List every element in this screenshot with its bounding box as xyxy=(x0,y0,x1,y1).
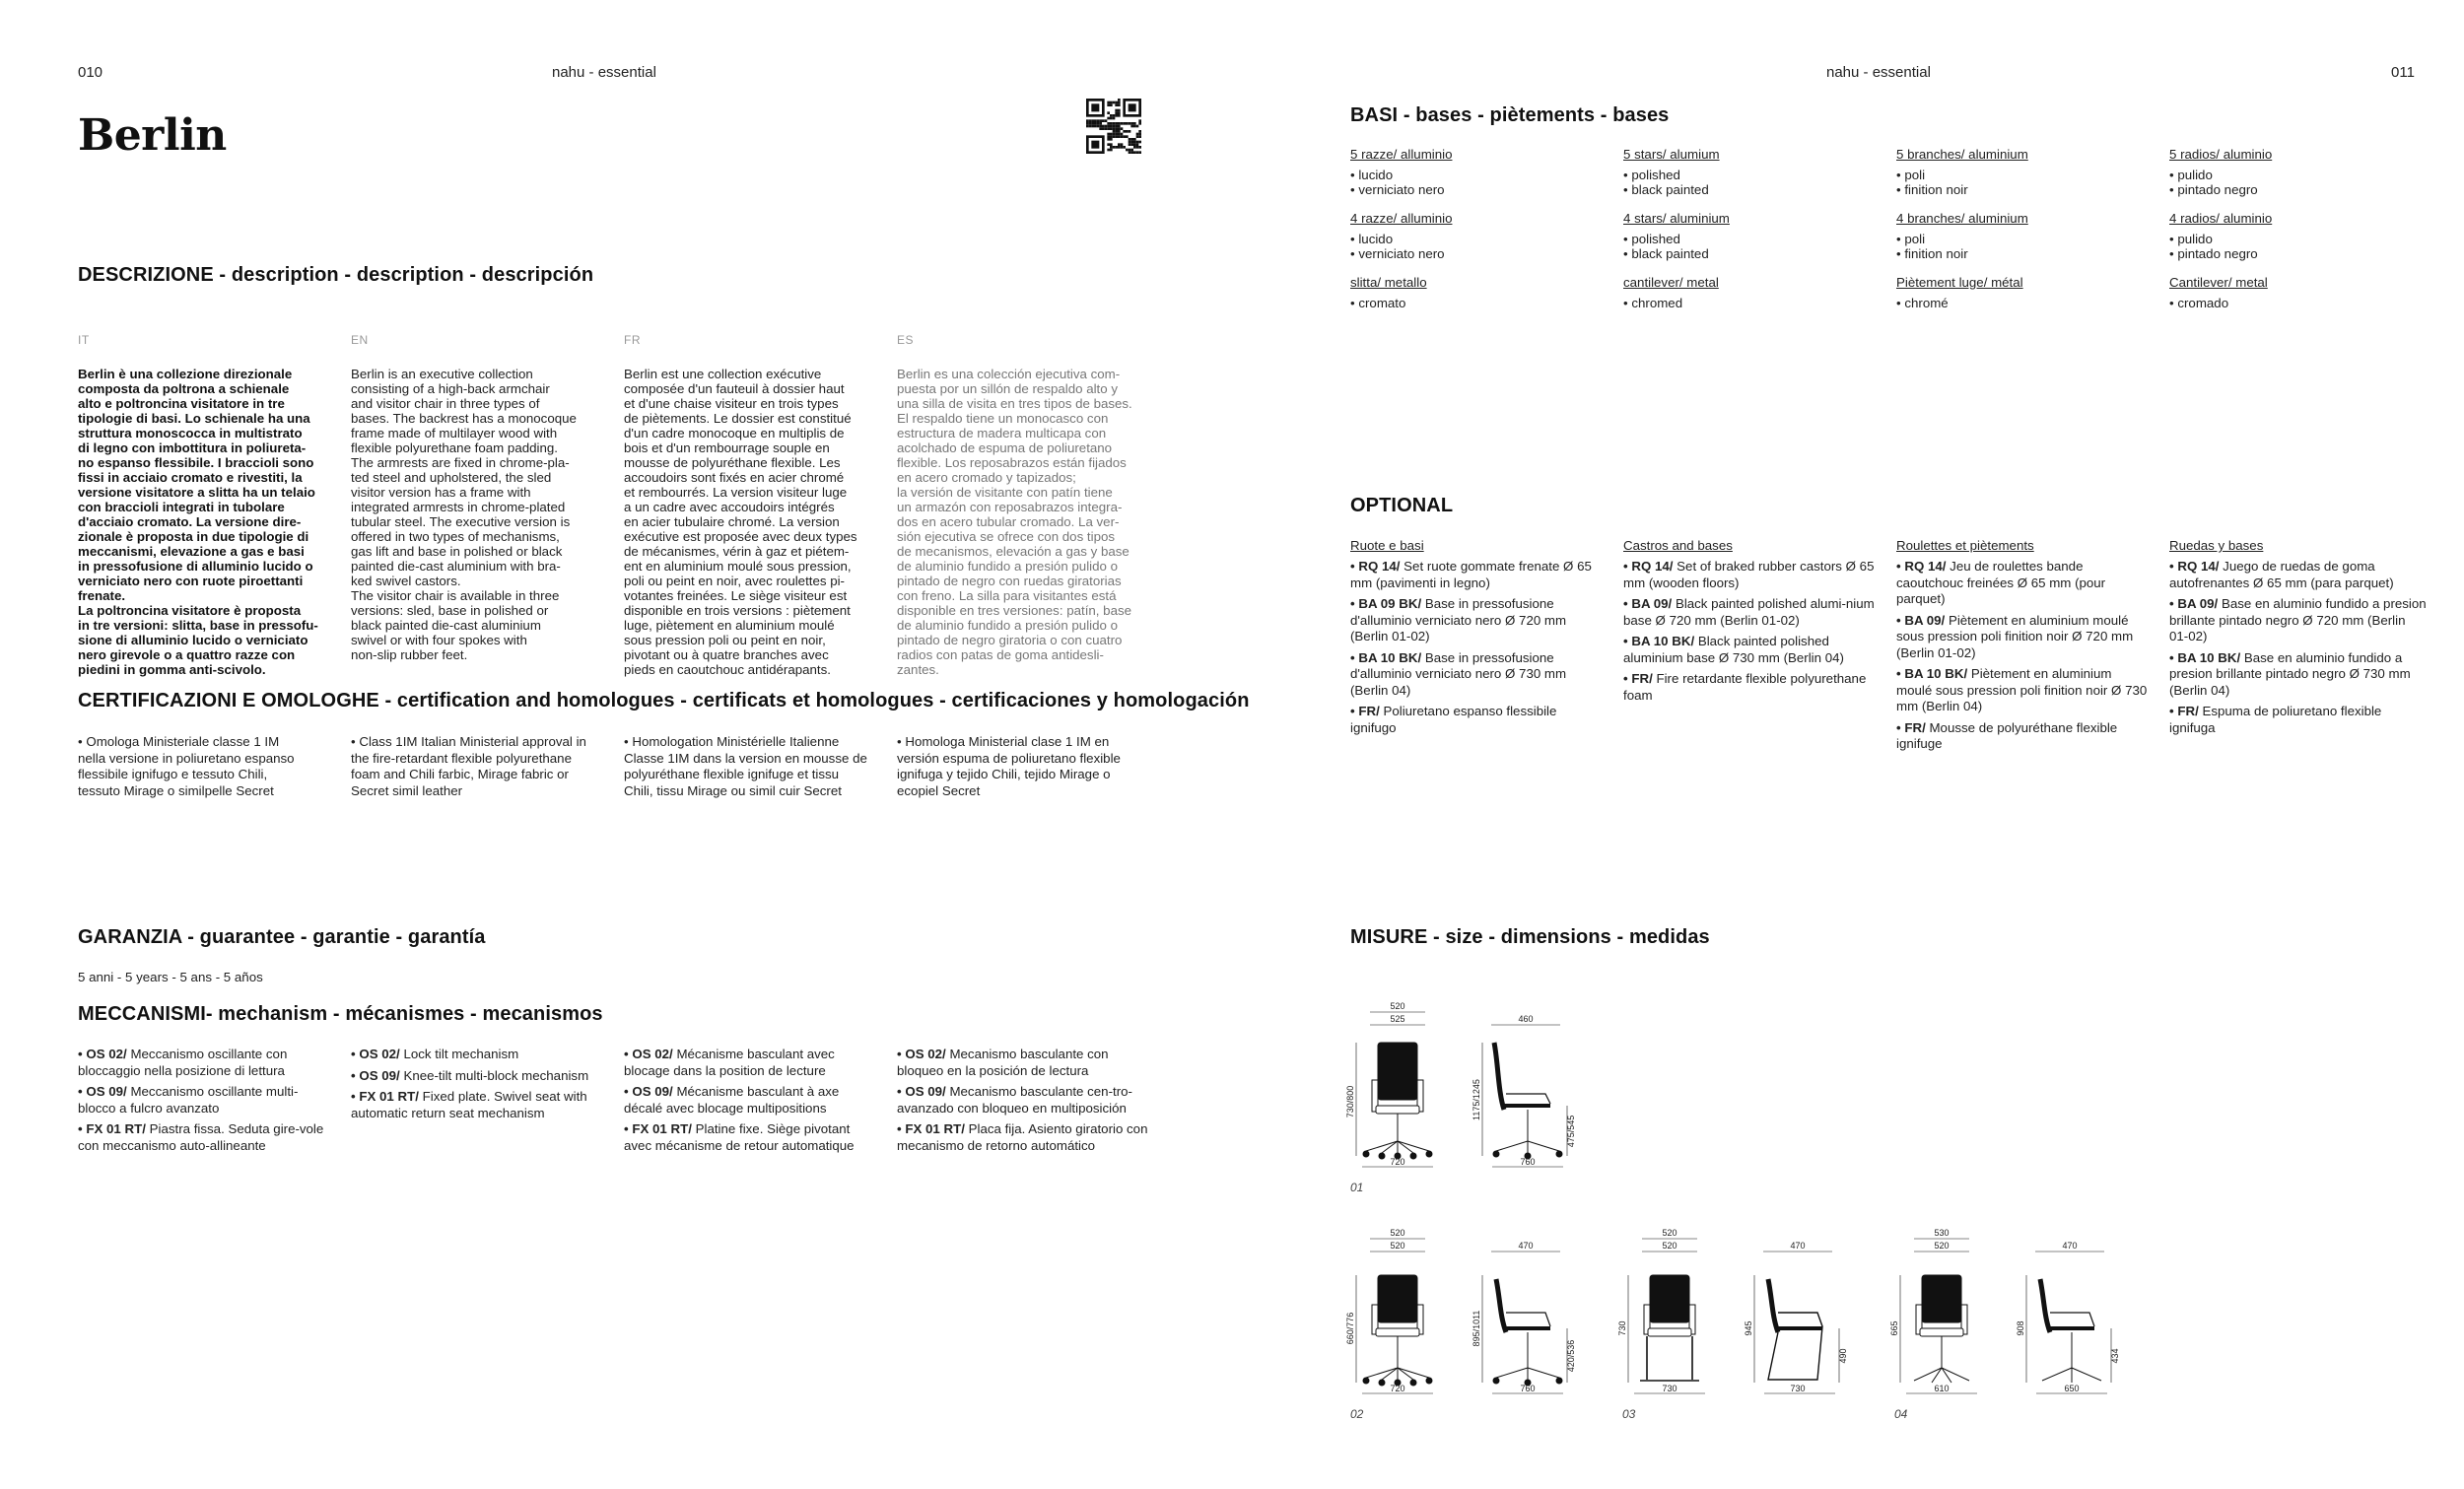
svg-text:470: 470 xyxy=(1790,1241,1806,1251)
svg-text:730: 730 xyxy=(1662,1384,1677,1393)
mechanism-item: • OS 09/ Meccanismo oscillante multi-blocco a fulcro avanzato xyxy=(78,1084,299,1116)
optional-item: • FR/ Espuma de poliuretano flexible ignifuga xyxy=(2169,704,2382,735)
mechanism-item: • OS 02/ Lock tilt mechanism xyxy=(351,1047,519,1061)
cert-text-it: • Omologa Ministeriale classe 1 IM nella versione in poliuretano espanso flessibile ignifugo e tessuto Chili, tessuto Mirage o similpelle Secret xyxy=(78,734,295,798)
mechanism-item: • OS 09/ Mecanismo basculante cen-tro-avanzado con bloqueo en multiposición xyxy=(897,1084,1132,1116)
dim-label: 1175/1245 xyxy=(1472,1079,1481,1120)
description-text-en: Berlin is an executive collection consisting of a high-back armchair and visitor chair in three types of bases. The backrest has a monocoque frame made of multilayer wood with flexible polyurethane foam padding. The armrests are fixed in chrome-pla- ted steel and upholstered, the sled visitor version has a frame with integrated armrests in chrome-plated tubular steel. The executive version is offered in two types of mechanisms, gas lift and base in polished or black painted die-cast aluminium with bra- ked swivel castors. The visitor chair is available in three versions: sled, base in polished or black painted die-cast aluminium swivel or with four spokes with non-slip rubber feet. xyxy=(351,367,577,662)
description-heading: DESCRIZIONE - description - description - descripción xyxy=(78,264,594,286)
optional-col-title: Ruedas y bases xyxy=(2169,538,2264,553)
description-text-it: Berlin è una collezione direzionale composta da poltrona a schienale alto e poltroncina visitatore in tre tipologie di basi. Lo schienale ha una struttura monoscocca in multistrato di legno con imbottitura in poliureta- no espanso flessibile. I braccioli sono fissi in acciaio cromato e rivestiti, la versione visitatore a slitta ha un telaio con braccioli integrati in tubolare d'acciaio cromato. La versione dire- zionale è proposta in due tipologie di meccanismi, elevazione a gas e basi in pressofusione di alluminio lucido o verniciato nero con ruote piroettanti frenate. La poltroncina visitatore è proposta in tre versioni: slitta, base in pressofu- sione di alluminio lucido o verniciato nero girevole o a quattro razze con piedini in gomma anti-scivolo. xyxy=(78,367,318,677)
optional-item: • BA 09/ Base en aluminio fundido a presion brillante pintado negro Ø 720 mm (Berlin 01-02) xyxy=(2169,596,2427,643)
optional-item: • BA 10 BK/ Piètement en aluminium moulé sous pression poli finition noir Ø 730 mm (Berlin 04) xyxy=(1896,666,2148,713)
svg-text:420/536: 420/536 xyxy=(1566,1339,1576,1373)
mechanism-item: • OS 02/ Mécanisme basculant avec blocage dans la position de lecture xyxy=(624,1047,835,1078)
svg-text:520: 520 xyxy=(1390,1228,1405,1238)
mechanism-item: • OS 09/ Mécanisme basculant à axe décalé avec blocage multipositions xyxy=(624,1084,840,1116)
svg-text:660/776: 660/776 xyxy=(1345,1312,1355,1345)
optional-item: • RQ 14/ Jeu de roulettes bande caoutchouc freinées Ø 65 mm (pour parquet) xyxy=(1896,559,2106,606)
description-col-it xyxy=(78,333,334,677)
dim-label: 460 xyxy=(1518,1014,1534,1024)
optional-item: • RQ 14/ Set ruote gommate frenate Ø 65 mm (pavimenti in legno) xyxy=(1350,559,1592,590)
bases-col-it xyxy=(1350,147,1607,324)
optional-item: • RQ 14/ Juego de ruedas de goma autofrenantes Ø 65 mm (para parquet) xyxy=(2169,559,2394,590)
drawing-caption: 03 xyxy=(1622,1407,1636,1421)
drawing-caption: 01 xyxy=(1350,1181,1364,1194)
right-running-title: nahu - essential xyxy=(1826,64,1931,81)
optional-item: • FR/ Poliuretano espanso flessibile ignifugo xyxy=(1350,704,1557,735)
bases-col-en xyxy=(1623,147,1880,324)
mechanism-item: • OS 09/ Knee-tilt multi-block mechanism xyxy=(351,1067,589,1083)
svg-text:730: 730 xyxy=(1617,1320,1627,1336)
mechanisms-col-es xyxy=(897,1047,1151,1159)
svg-text:720: 720 xyxy=(1390,1384,1405,1393)
svg-text:730: 730 xyxy=(1790,1384,1806,1393)
optional-item: • FR/ Fire retardante flexible polyurethane foam xyxy=(1623,671,1867,703)
optional-item: • BA 10 BK/ Black painted polished aluminium base Ø 730 mm (Berlin 04) xyxy=(1623,634,1844,665)
bases-col-fr xyxy=(1896,147,2153,324)
base-group: 4 branches/ aluminium • poli • finition noir xyxy=(1896,211,2028,261)
product-title: Berlin xyxy=(78,110,227,161)
certifications-heading: CERTIFICAZIONI E OMOLOGHE - certification and homologues - certificats et homologues - certificaciones y homologación xyxy=(78,690,1250,711)
base-group: 4 stars/ aluminium • polished • black painted xyxy=(1623,211,1730,261)
optional-heading: OPTIONAL xyxy=(1350,495,1454,516)
lang-label: ES xyxy=(897,333,915,347)
measure-drawing-01 xyxy=(1345,1001,1605,1200)
mechanisms-col-fr xyxy=(624,1047,878,1159)
guarantee-heading: GARANZIA - guarantee - garantie - garantía xyxy=(78,926,486,948)
mechanism-item: • OS 02/ Mecanismo basculante con bloqueo en la posición de lectura xyxy=(897,1047,1109,1078)
dim-label: 760 xyxy=(1520,1157,1536,1167)
dim-label: 525 xyxy=(1390,1014,1405,1024)
mechanisms-heading: MECCANISMI- mechanism - mécanismes - mecanismos xyxy=(78,1003,603,1025)
base-group: Cantilever/ metal • cromado xyxy=(2169,275,2268,310)
svg-text:470: 470 xyxy=(1518,1241,1534,1251)
base-group: 5 radios/ aluminio • pulido • pintado negro xyxy=(2169,147,2273,197)
measure-drawing-04 xyxy=(1889,1228,2149,1427)
base-group: 4 razze/ alluminio • lucido • verniciato nero xyxy=(1350,211,1453,261)
svg-text:520: 520 xyxy=(1390,1241,1405,1251)
left-page-number: 010 xyxy=(78,64,103,81)
dim-label: 475/545 xyxy=(1566,1115,1576,1148)
front-view xyxy=(1356,1012,1433,1167)
optional-col-en xyxy=(1623,538,1878,709)
bases-heading: BASI - bases - piètements - bases xyxy=(1350,104,1670,126)
svg-text:490: 490 xyxy=(1838,1348,1848,1364)
base-group: 5 stars/ alumium • polished • black painted xyxy=(1623,147,1720,197)
bases-col-es xyxy=(2169,147,2426,324)
svg-text:908: 908 xyxy=(2016,1320,2025,1336)
optional-item: • BA 09 BK/ Base in pressofusione d'alluminio verniciato nero Ø 720 mm (Berlin 01-02) xyxy=(1350,596,1567,643)
lang-label: FR xyxy=(624,333,641,347)
optional-col-fr xyxy=(1896,538,2151,758)
description-col-es xyxy=(897,333,1163,677)
svg-text:434: 434 xyxy=(2110,1348,2120,1364)
mechanism-item: • FX 01 RT/ Placa fija. Asiento giratorio con mecanismo de retorno automático xyxy=(897,1121,1148,1153)
lang-label: IT xyxy=(78,333,90,347)
base-group: 5 branches/ aluminium • poli • finition noir xyxy=(1896,147,2028,197)
dim-label: 520 xyxy=(1390,1001,1405,1011)
base-group: Piètement luge/ métal • chromé xyxy=(1896,275,2023,310)
base-group: 5 razze/ alluminio • lucido • verniciato nero xyxy=(1350,147,1453,197)
optional-col-title: Ruote e basi xyxy=(1350,538,1424,553)
svg-text:520: 520 xyxy=(1662,1241,1677,1251)
optional-item: • RQ 14/ Set of braked rubber castors Ø 65 mm (wooden floors) xyxy=(1623,559,1875,590)
cert-text-fr: • Homologation Ministérielle Italienne Classe 1IM dans la version en mousse de polyuréthane flexible ignifuge et tissu Chili, tissu Mirage ou simil cuir Secret xyxy=(624,734,867,798)
optional-col-title: Roulettes et piètements xyxy=(1896,538,2034,553)
svg-text:530: 530 xyxy=(1934,1228,1950,1238)
mechanisms-col-it xyxy=(78,1047,332,1159)
description-text-es: Berlin es una colección ejecutiva com- puesta por un sillón de respaldo alto y una silla de visita en tres tipos de bases. El respaldo tiene un monocasco con estructura de madera multicapa con acolchado de espuma de poliuretano flexible. Los reposabrazos están fijados en acero cromado y tapizados; la versión de visitante con patín tiene un armazón con reposabrazos integra- dos en acero tubular cromado. La ver- sión ejecutiva se ofrece con dos tipos de mecanismos, elevación a gas y base de aluminio fundido a presión pulido o pintado de negro con ruedas giratorias con freno. La silla para visitantes está disponible en tres versiones: patín, base de aluminio fundido a presión pulido o pintado de negro giratoria o con cuatro radios con patas de goma antidesli- zantes. xyxy=(897,367,1132,677)
chair-drawing xyxy=(1889,1228,2149,1397)
svg-text:665: 665 xyxy=(1889,1320,1899,1336)
svg-text:760: 760 xyxy=(1520,1384,1536,1393)
description-col-en xyxy=(351,333,607,662)
drawing-caption: 04 xyxy=(1894,1407,1908,1421)
measure-drawing-02 xyxy=(1345,1228,1605,1427)
measure-drawing-03 xyxy=(1617,1228,1877,1427)
left-running-title: nahu - essential xyxy=(552,64,656,81)
svg-text:895/1011: 895/1011 xyxy=(1472,1310,1481,1347)
dim-label: 730/800 xyxy=(1345,1085,1355,1118)
optional-item: • FR/ Mousse de polyuréthane flexible ignifuge xyxy=(1896,719,2118,751)
description-text-fr: Berlin est une collection exécutive composée d'un fauteuil à dossier haut et d'une chaise visiteur en trois types de piètements. Le dossier est constitué d'un cadre monocoque en multiplis de bois et d'un rembourrage souple en mousse de polyuréthane flexible. Les accoudoirs sont fixés en acier chromé et rembourrés. La version visiteur luge a un cadre avec accoudoirs intégrés en acier tubulaire chromé. La version exécutive est proposée avec deux types de mécanismes, vérin à gaz et piétem- ent en aluminium moulé sous pression, poli ou peint en noir, avec roulettes pi- votantes freinées. Le siège visiteur est disponible en trois versions : piètement luge, piètement en aluminium moulé sous pression poli ou peint en noir, pivotant ou à quatre branches avec pieds en caoutchouc antidérapants. xyxy=(624,367,857,677)
measures-heading: MISURE - size - dimensions - medidas xyxy=(1350,926,1710,948)
svg-text:650: 650 xyxy=(2064,1384,2080,1393)
mechanism-item: • FX 01 RT/ Fixed plate. Swivel seat with automatic return seat mechanism xyxy=(351,1089,587,1120)
svg-text:945: 945 xyxy=(1744,1320,1753,1336)
mechanisms-col-en xyxy=(351,1047,605,1126)
optional-item: • BA 10 BK/ Base en aluminio fundido a presion brillante pintado negro Ø 730 mm (Berlin 04) xyxy=(2169,649,2411,698)
guarantee-text: 5 anni - 5 years - 5 ans - 5 años xyxy=(78,970,263,984)
optional-col-es xyxy=(2169,538,2428,741)
svg-text:520: 520 xyxy=(1662,1228,1677,1238)
chair-drawing xyxy=(1345,1228,1605,1397)
base-group: slitta/ metallo • cromato xyxy=(1350,275,1427,310)
optional-item: • BA 09/ Black painted polished alumi-nium base Ø 720 mm (Berlin 01-02) xyxy=(1623,596,1875,628)
chair-drawing xyxy=(1617,1228,1877,1397)
base-group: 4 radios/ aluminio • pulido • pintado negro xyxy=(2169,211,2273,261)
drawing-caption: 02 xyxy=(1350,1407,1364,1421)
mechanism-item: • FX 01 RT/ Piastra fissa. Seduta gire-vole con meccanismo auto-allineante xyxy=(78,1121,324,1153)
dim-label: 720 xyxy=(1390,1157,1405,1167)
mechanism-item: • FX 01 RT/ Platine fixe. Siège pivotant avec mécanisme de retour automatique xyxy=(624,1121,855,1153)
chair-drawing xyxy=(1345,1001,1605,1171)
optional-item: • BA 09/ Piètement en aluminium moulé sous pression poli finition noir Ø 720 mm (Berlin 01-02) xyxy=(1896,612,2134,660)
mechanism-item: • OS 02/ Meccanismo oscillante con bloccaggio nella posizione di lettura xyxy=(78,1047,288,1078)
cert-text-en: • Class 1IM Italian Ministerial approval in the fire-retardant flexible polyurethane foam and Chili farbic, Mirage fabric or Secret simil leather xyxy=(351,734,586,798)
qr-code xyxy=(1086,99,1141,154)
right-page-number: 011 xyxy=(2391,64,2415,81)
svg-text:470: 470 xyxy=(2062,1241,2078,1251)
base-group: cantilever/ metal • chromed xyxy=(1623,275,1719,310)
optional-col-title: Castros and bases xyxy=(1623,538,1733,553)
lang-label: EN xyxy=(351,333,369,347)
svg-text:610: 610 xyxy=(1934,1384,1950,1393)
optional-col-it xyxy=(1350,538,1605,741)
description-col-fr xyxy=(624,333,880,677)
optional-item: • BA 10 BK/ Base in pressofusione d'alluminio verniciato nero Ø 730 mm (Berlin 04) xyxy=(1350,649,1567,698)
side-view xyxy=(1482,1025,1567,1167)
svg-text:520: 520 xyxy=(1934,1241,1950,1251)
cert-text-es: • Homologa Ministerial clase 1 IM en versión espuma de poliuretano flexible ignifuga y tejido Chili, tejido Mirage o ecopiel Secret xyxy=(897,734,1121,798)
